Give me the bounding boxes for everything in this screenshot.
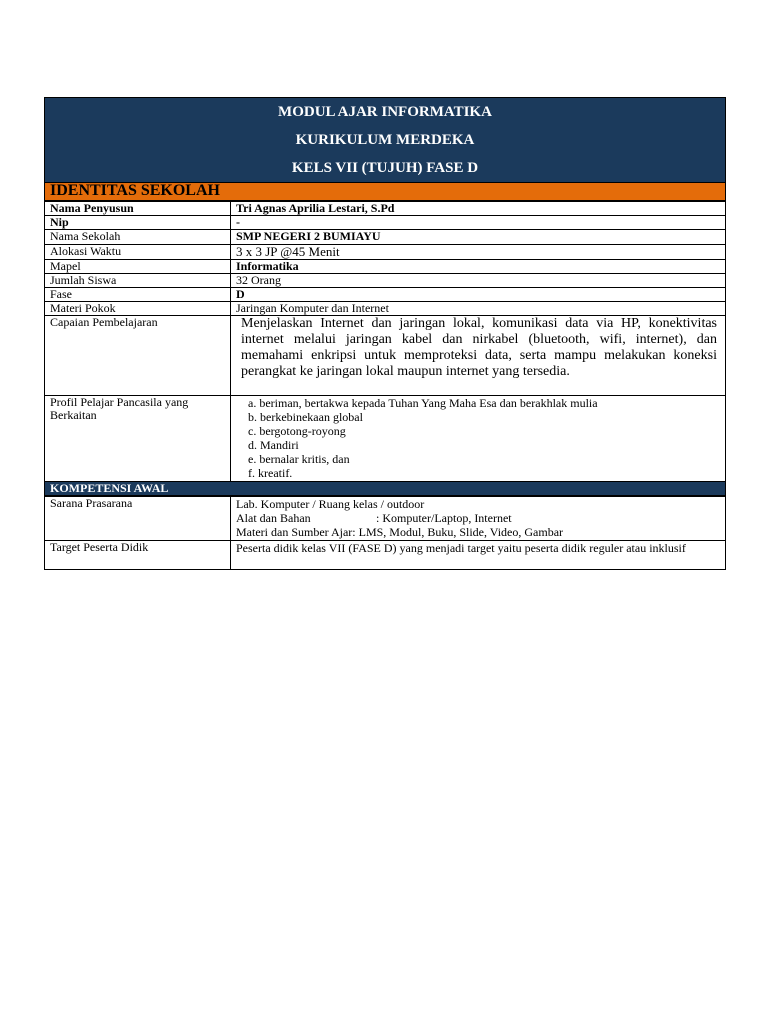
list-item: e. bernalar kritis, dan [248,452,350,466]
identitas-table [44,201,726,482]
capaian-label: Capaian Pembelajaran [45,316,231,396]
row-value: 32 Orang [231,274,726,288]
row-label: Nama Penyusun [45,202,231,216]
table-row [45,316,726,396]
table-row [45,274,726,288]
row-value: Jaringan Komputer dan Internet [231,302,726,316]
table-row [45,216,726,230]
header-title: MODUL AJAR INFORMATIKA [278,104,492,120]
table-row [45,230,726,245]
header-class: KELS VII (TUJUH) FASE D [291,160,479,176]
kompetensi-table [44,496,726,570]
alat-bahan-key: Alat dan Bahan [236,511,311,525]
row-label: Mapel [45,260,231,274]
module-document [44,97,726,570]
row-label: Jumlah Siswa [45,274,231,288]
list-item: f. kreatif. [248,466,293,480]
section-identitas-heading: IDENTITAS SEKOLAH [44,183,726,201]
row-label: Nip [45,216,231,230]
section-kompetensi-heading: KOMPETENSI AWAL [44,482,726,496]
table-row [45,302,726,316]
profil-list [231,396,726,482]
list-item: a. beriman, bertakwa kepada Tuhan Yang Maha Esa dan berakhlak mulia [248,396,598,410]
sarana-value [231,497,726,541]
row-label: Fase [45,288,231,302]
table-row [45,260,726,274]
row-value: D [231,288,726,302]
row-value: Tri Agnas Aprilia Lestari, S.Pd [231,202,726,216]
row-value: - [231,216,726,230]
header-curriculum: KURIKULUM MERDEKA [295,132,475,148]
row-value: 3 x 3 JP @45 Menit [231,245,726,260]
sarana-line: Materi dan Sumber Ajar: LMS, Modul, Buku, Slide, Video, Gambar [236,525,564,539]
document-header [44,97,726,183]
table-row [45,202,726,216]
list-item: b. berkebinekaan global [248,410,363,424]
table-row [45,541,726,570]
row-label: Materi Pokok [45,302,231,316]
table-row [45,288,726,302]
target-value: Peserta didik kelas VII (FASE D) yang menjadi target yaitu peserta didik reguler atau inklusif [231,541,726,570]
table-row [45,245,726,260]
table-row [45,396,726,482]
row-value: SMP NEGERI 2 BUMIAYU [231,230,726,245]
alat-bahan-value: : Komputer/Laptop, Internet [376,511,512,525]
sarana-label: Sarana Prasarana [45,497,231,541]
row-value: Informatika [231,260,726,274]
row-label: Alokasi Waktu [45,245,231,260]
row-label: Nama Sekolah [45,230,231,245]
capaian-value: Menjelaskan Internet dan jaringan lokal, komunikasi data via HP, konektivitas internet melalui jaringan kabel dan nirkabel (bluetooth, wifi, internet), dan memahami enkripsi untuk memproteksi data, serta mampu melakukan koneksi perangkat ke jaringan lokal maupun internet yang tersedia. [231,316,726,396]
list-item: d. Mandiri [248,438,299,452]
sarana-line [236,511,725,525]
target-label: Target Peserta Didik [45,541,231,570]
table-row [45,497,726,541]
list-item: c. bergotong-royong [248,424,346,438]
sarana-line: Lab. Komputer / Ruang kelas / outdoor [236,497,425,511]
profil-label: Profil Pelajar Pancasila yang Berkaitan [45,396,231,482]
